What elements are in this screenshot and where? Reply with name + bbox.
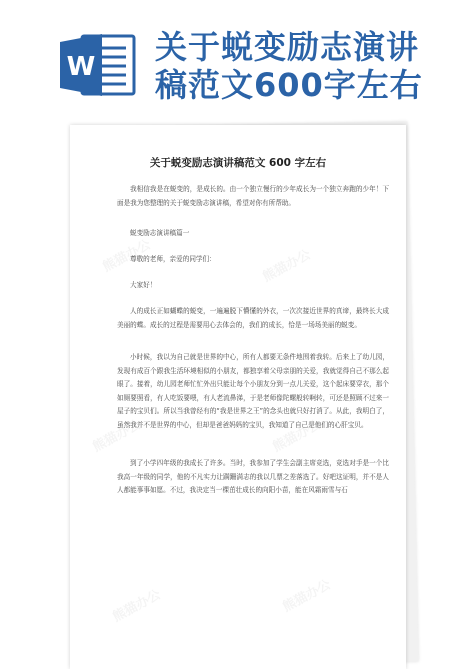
word-icon — [60, 32, 140, 98]
paragraph-body-1: 人的成长正如蝴蝶的蜕变，一遍遍脱下懵懂的外衣，一次次接近世界的真谛，最终长大成美丽的蝶。成长的过程是需要用心去体会的，我们的成长，恰是一场场美丽的蜕变。 — [117, 307, 389, 329]
word-icon-letter: W — [66, 52, 96, 82]
paragraph-body-2: 小时候，我以为自己就是世界的中心，所有人都要无条件地围着我转。后来上了幼儿园，发现有成百个跟我生活环境相似的小朋友，都独享着父母亲朋的关爱，我就觉得自己不那么起眼了。接着，幼儿园老师忙忙外出只能让每个小朋友分到一点儿关爱，这个起床要穿衣，那个如厕要照看，有人吃饭要喂，有人老流鼻涕，于是老师像陀螺般转啊转，可还是照顾不过来一屋子的宝贝们。所以当我曾经有的“我是世界之王”的念头也就只好打消了。从此，我明白了，虽然我并不是世界的中心，但却是爸爸妈妈的宝贝，我知道了自己是他们的心肝宝贝。 — [117, 353, 389, 429]
document-title: 关于蜕变励志演讲稿范文 600 字左右 — [149, 157, 327, 169]
paragraph-body-3: 到了小学四年级的我成长了许多。当时，我参加了学生会副主席竞选，竞选对手是一个比我高一年级的同学，他的不凡实力让蹒跚满志的我以几票之差落选了。好吧这证明，并不是人人都能事事如愿。不过，我决定当一棵茁壮成长的向阳小苗，能在风霜雨雪与石 — [117, 459, 389, 495]
watermark: 熊猫办公 — [90, 417, 144, 456]
watermark: 熊猫办公 — [260, 247, 314, 286]
banner-title — [155, 28, 455, 104]
paragraph-intro: 我相信我是在蜕变的，是成长的。由一个独立慢行的少年成长为一个独立奔跑的少年！下面是我为您整理的关于蜕变励志演讲稿，希望对你有所帮助。 — [117, 185, 389, 207]
banner-title-line-1: 关于蜕变励志演讲 — [155, 28, 420, 66]
header-banner — [0, 0, 474, 112]
watermark: 熊猫办公 — [100, 237, 154, 276]
watermark: 熊猫办公 — [280, 577, 334, 616]
paragraph-greeting: 尊敬的老师，亲爱的同学们： — [130, 255, 216, 263]
watermark: 熊猫办公 — [270, 417, 324, 456]
paragraph-hello: 大家好！ — [130, 281, 157, 289]
banner-title-line-2: 稿范文600字左右 — [155, 66, 423, 104]
document-page — [70, 125, 406, 669]
section-heading: 蜕变励志演讲稿篇一 — [130, 229, 190, 237]
watermark: 熊猫办公 — [110, 587, 164, 626]
